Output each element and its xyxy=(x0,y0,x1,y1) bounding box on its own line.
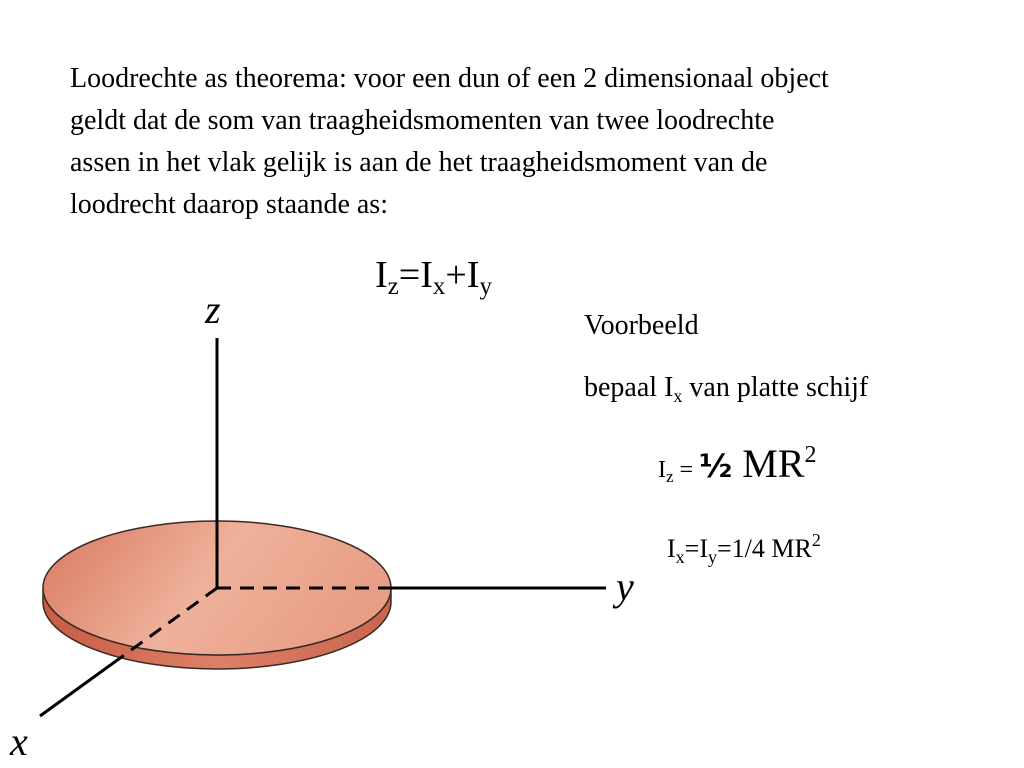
iz-base: I xyxy=(658,457,666,483)
theorem-ix-base: I xyxy=(420,254,433,296)
theorem-sub-z: z xyxy=(387,273,399,300)
iz-half: ½ xyxy=(699,447,733,485)
example-task-after: van platte schijf xyxy=(682,372,869,403)
theorem-iz-base: I xyxy=(375,254,388,296)
example-task-sub: x xyxy=(673,386,683,406)
ix-base-x: I xyxy=(667,534,676,563)
intro-line-4: loodrecht daarop staande as: xyxy=(70,189,388,220)
x-axis-line xyxy=(40,661,116,716)
theorem-sub-x: x xyxy=(432,273,446,300)
example-task-before: bepaal I xyxy=(584,372,674,403)
axis-label-y: y xyxy=(616,564,634,609)
iz-sub: z xyxy=(666,467,674,486)
axis-label-x: x xyxy=(10,719,28,764)
theorem-sub-y: y xyxy=(479,273,492,300)
ix-value: =1/4 MR xyxy=(717,534,812,563)
ix-base-y: I xyxy=(699,534,709,563)
ix-exponent: 2 xyxy=(811,530,821,550)
ix-equals: = xyxy=(684,534,700,563)
example-heading: Voorbeeld xyxy=(584,310,699,341)
theorem-plus: + xyxy=(445,254,467,296)
intro-line-3: assen in het vlak gelijk is aan de het traagheidsmoment van de xyxy=(70,147,768,178)
ix-sub-x: x xyxy=(675,547,685,567)
axis-label-z: z xyxy=(205,287,221,332)
iz-equals: = xyxy=(673,457,700,483)
theorem-iy-base: I xyxy=(466,254,480,296)
intro-line-2: geldt dat de som van traagheidsmomenten van twee loodrechte xyxy=(70,105,775,136)
iz-mr: MR xyxy=(732,441,805,486)
intro-line-1: Loodrechte as theorema: voor een dun of een 2 dimensionaal object xyxy=(70,63,829,94)
theorem-equals: = xyxy=(398,254,421,296)
ix-sub-y: y xyxy=(708,547,718,567)
iz-exponent: 2 xyxy=(804,442,817,468)
